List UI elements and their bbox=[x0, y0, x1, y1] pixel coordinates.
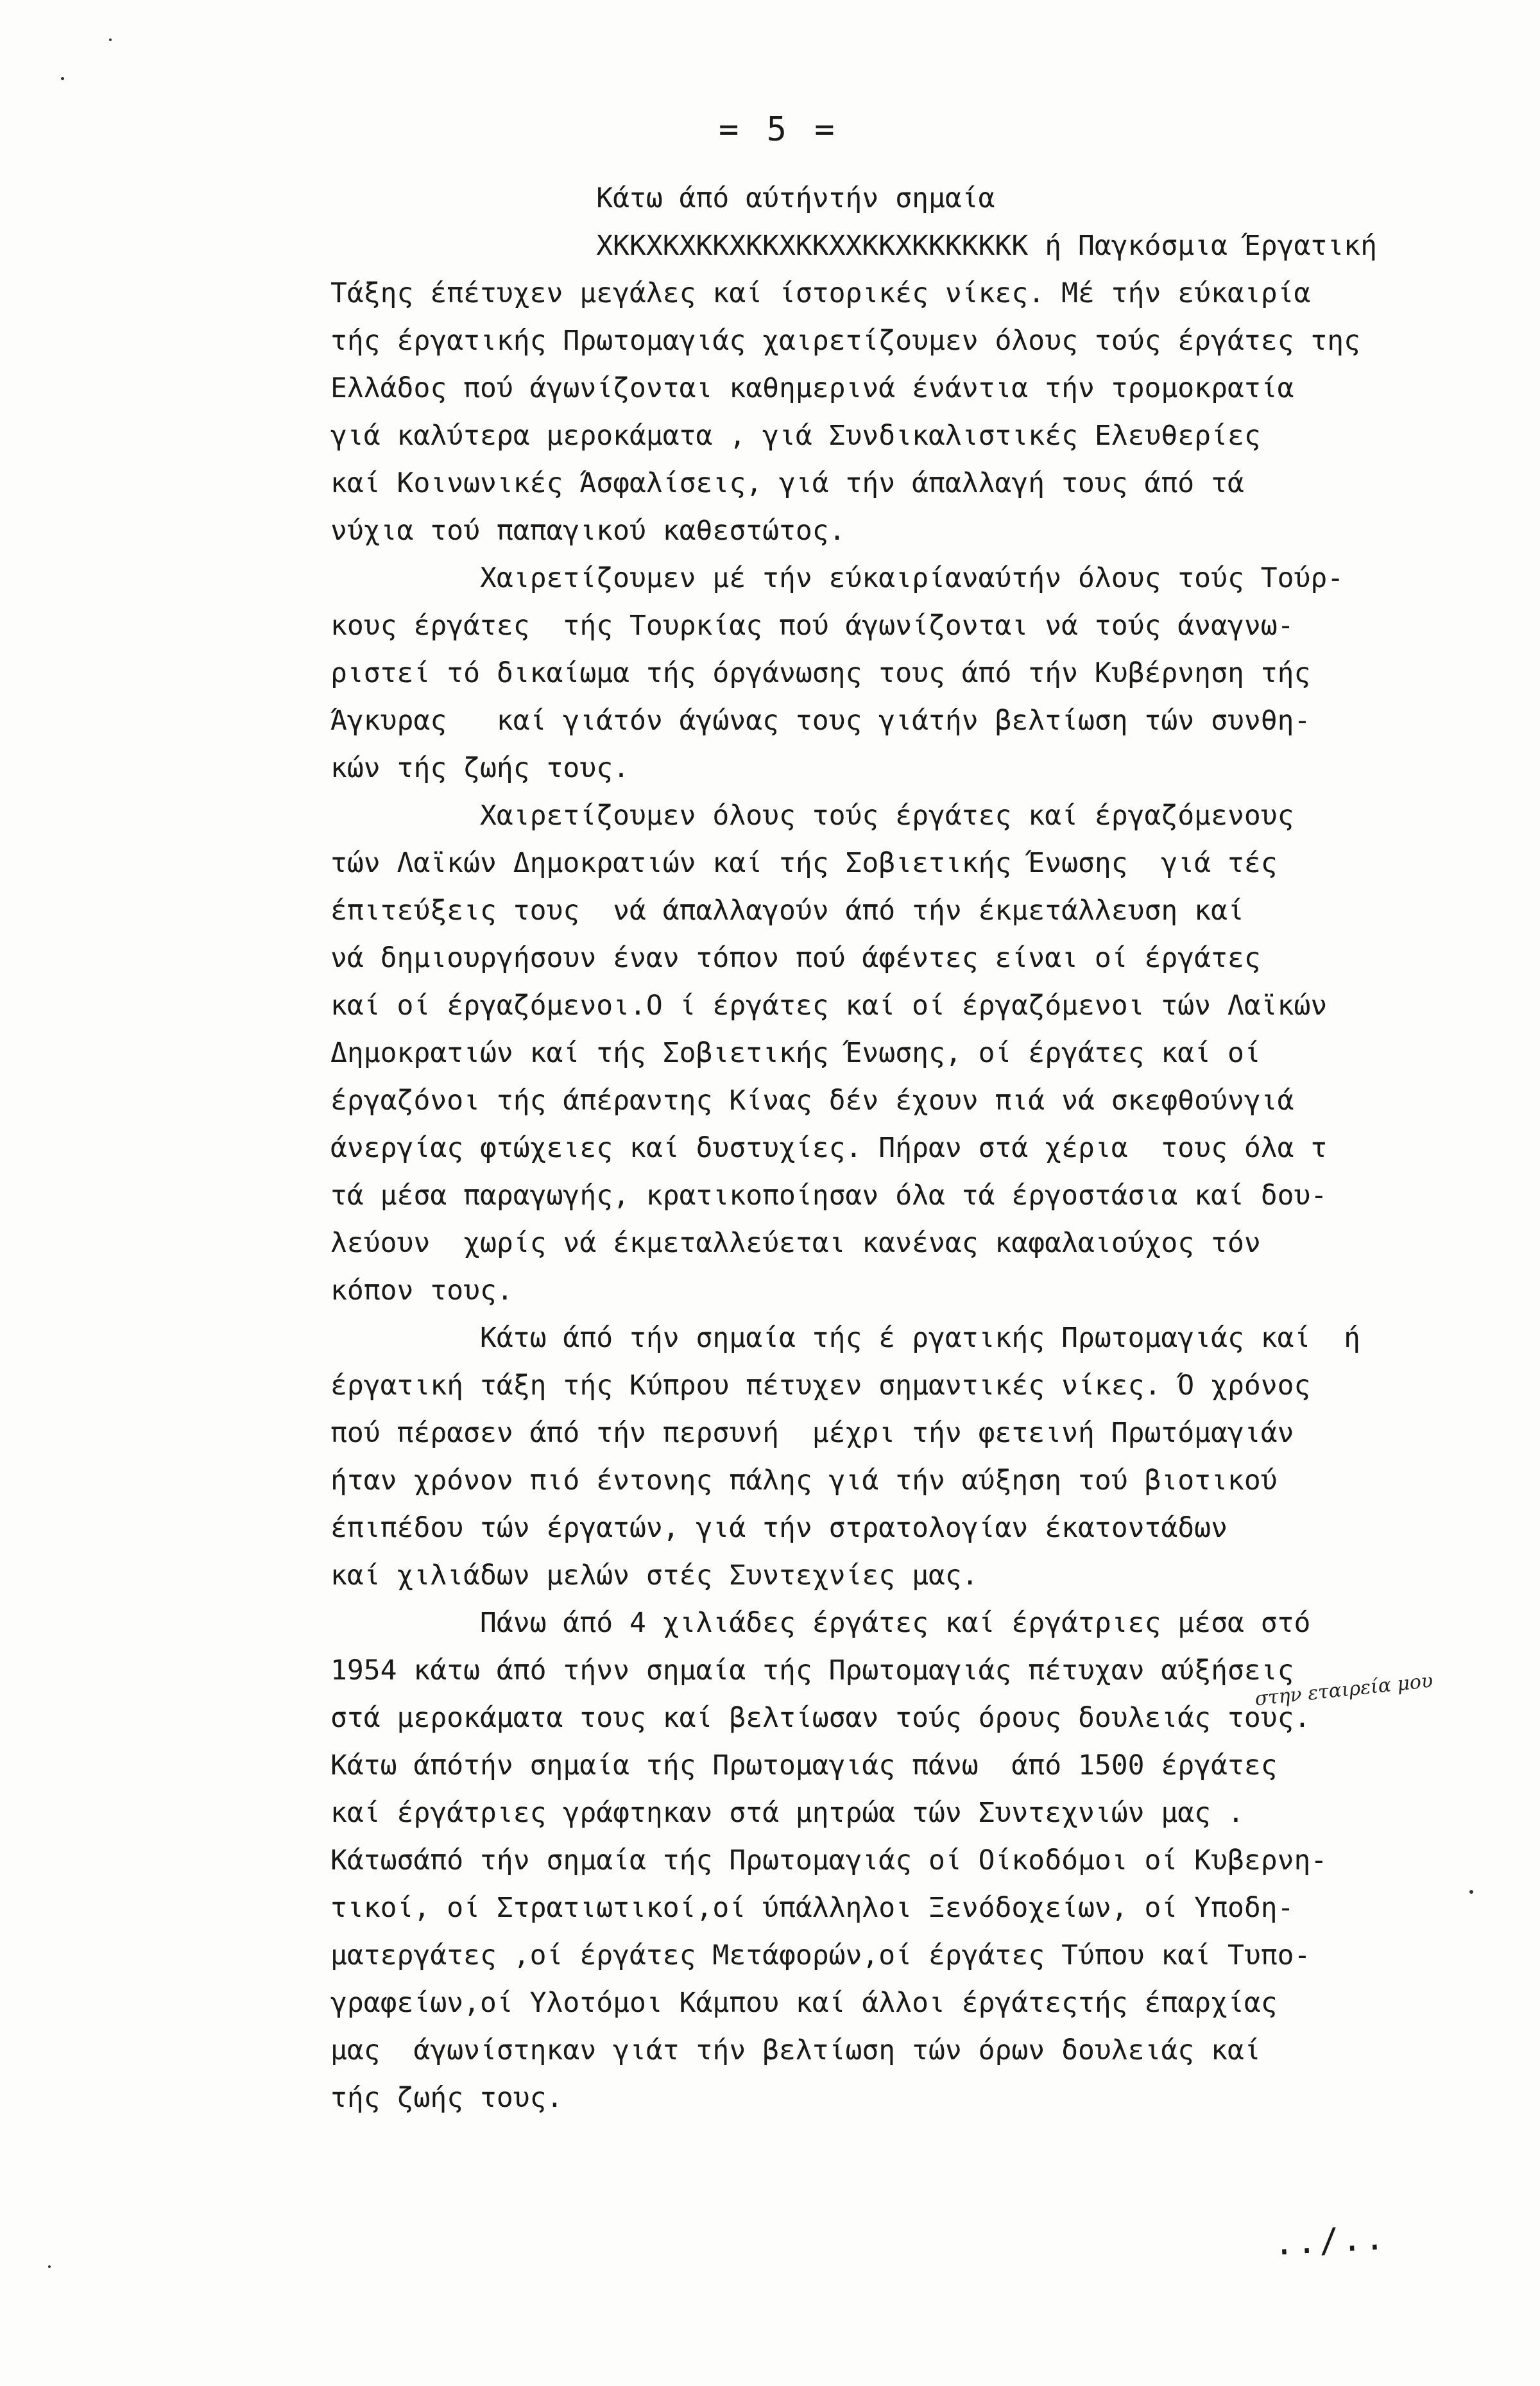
text-line: ήταν χρόνον πιό έντονης πάλης γιά τήν αύξηση τού βιοτικού bbox=[330, 1464, 1278, 1497]
handwritten-annotation: στην εταιρεία μου bbox=[1253, 1669, 1434, 1711]
text-line: τής ζωής τους. bbox=[330, 2082, 563, 2114]
text-line: Χαιρετίζουμεν μέ τήν εύκαιρίαναύτήν όλους τούς Τούρ- bbox=[330, 562, 1344, 594]
text-line: Κάτωσάπό τήν σημαία τής Πρωτομαγιάς οί Οίκοδόμοι οί Κυβερνη- bbox=[330, 1844, 1328, 1876]
typed-body-text bbox=[330, 175, 1518, 2122]
continuation-mark: ../.. bbox=[1272, 2219, 1388, 2263]
text-line: ΧΚΚΧΚΧΚΚΧΚΚΧΚΚΧΧΚΚΧΚΚΚΚΚΚΚ ή Παγκόσμια Έργατική bbox=[330, 230, 1377, 262]
text-line: έργατική τάξη τής Κύπρου πέτυχεν σημαντικές νίκες. Ό χρόνος bbox=[330, 1369, 1311, 1402]
text-line: τών Λαϊκών Δημοκρατιών καί τής Σοβιετικής Ένωσης γιά τές bbox=[330, 847, 1278, 879]
text-line: άνεργίας φτώχειες καί δυστυχίες. Πήραν στά χέρια τους όλα τ bbox=[330, 1132, 1328, 1164]
text-line: νύχια τού παπαγικού καθεστώτος. bbox=[330, 515, 846, 547]
text-line: Κάτω άπό τήν σημαία τής έ ργατικής Πρωτομαγιάς καί ή bbox=[330, 1322, 1361, 1354]
text-line: Κάτω άπό αύτήντήν σημαία bbox=[330, 182, 995, 214]
page-number: = 5 = bbox=[719, 110, 839, 149]
text-line: τικοί, οί Στρατιωτικοί,οί ύπάλληλοι Ξενόδοχείων, οί Υποδη- bbox=[330, 1892, 1294, 1924]
paper-speck bbox=[48, 2265, 51, 2268]
text-line: ριστεί τό δικαίωμα τής όργάνωσης τους άπό τήν Κυβέρνηση τής bbox=[330, 657, 1311, 689]
text-line: καί Κοινωνικές Άσφαλίσεις, γιά τήν άπαλλαγή τους άπό τά bbox=[330, 467, 1244, 499]
text-line: Άγκυρας καί γιάτόν άγώνας τους γιάτήν βελτίωση τών συνθη- bbox=[330, 705, 1311, 737]
text-line: τά μέσα παραγωγής, κρατικοποίησαν όλα τά έργοστάσια καί δου- bbox=[330, 1180, 1328, 1212]
paper-speck bbox=[109, 39, 112, 41]
text-line: καί οί έργαζόμενοι.Ο ί έργάτες καί οί έργαζόμενοι τών Λαϊκών bbox=[330, 990, 1328, 1022]
text-line: στά μεροκάματα τους καί βελτίωσαν τούς όρους δουλειάς τους. bbox=[330, 1702, 1311, 1734]
text-line: κόπον τους. bbox=[330, 1275, 513, 1307]
text-line: Χαιρετίζουμεν όλους τούς έργάτες καί έργαζόμενους bbox=[330, 800, 1294, 832]
text-line: γιά καλύτερα μεροκάματα , γιά Συνδικαλιστικές Ελευθερίες bbox=[330, 420, 1261, 452]
text-line: Πάνω άπό 4 χιλιάδες έργάτες καί έργάτριες μέσα στό bbox=[330, 1607, 1311, 1639]
text-line: Δημοκρατιών καί τής Σοβιετικής Ένωσης, οί έργάτες καί οί bbox=[330, 1037, 1261, 1069]
text-line: μας άγωνίστηκαν γιάτ τήν βελτίωση τών όρων δουλειάς καί bbox=[330, 2034, 1261, 2066]
paper-speck bbox=[61, 77, 64, 80]
text-line: ματεργάτες ,οί έργάτες Μετάφορών,οί έργάτες Τύπου καί Τυπο- bbox=[330, 1939, 1311, 1971]
text-line: κών τής ζωής τους. bbox=[330, 752, 629, 784]
text-line: καί χιλιάδων μελών στές Συντεχνίες μας. bbox=[330, 1559, 979, 1592]
text-line: Κάτω άπότήν σημαία τής Πρωτομαγιάς πάνω άπό 1500 έργάτες bbox=[330, 1749, 1278, 1781]
text-line: λεύουν χωρίς νά έκμεταλλεύεται κανένας καφαλαιούχος τόν bbox=[330, 1227, 1261, 1259]
text-line: Ελλάδος πού άγωνίζονται καθημερινά ένάντια τήν τρομοκρατία bbox=[330, 372, 1294, 404]
text-line: πού πέρασεν άπό τήν περσυνή μέχρι τήν φετεινή Πρωτόμαγιάν bbox=[330, 1417, 1294, 1449]
text-line: τής έργατικής Πρωτομαγιάς χαιρετίζουμεν όλους τούς έργάτες της bbox=[330, 325, 1361, 357]
text-line: 1954 κάτω άπό τήνν σημαία τής Πρωτομαγιάς πέτυχαν αύξήσεις bbox=[330, 1654, 1294, 1687]
text-line: καί έργάτριες γράφτηκαν στά μητρώα τών Συντεχνιών μας . bbox=[330, 1797, 1244, 1829]
text-line: έπιπέδου τών έργατών, γιά τήν στρατολογίαν έκατοντάδων bbox=[330, 1512, 1228, 1544]
text-line: κους έργάτες τής Τουρκίας πού άγωνίζονται νά τούς άναγνω- bbox=[330, 610, 1294, 642]
text-line: γραφείων,οί Υλοτόμοι Κάμπου καί άλλοι έργάτεςτής έπαρχίας bbox=[330, 1987, 1278, 2019]
text-line: Τάξης έπέτυχεν μεγάλες καί ίστορικές νίκες. Μέ τήν εύκαιρία bbox=[330, 277, 1311, 309]
text-line: έπιτεύξεις τους νά άπαλλαγούν άπό τήν έκμετάλλευση καί bbox=[330, 895, 1244, 927]
text-line: νά δημιουργήσουν έναν τόπον πού άφέντες είναι οί έργάτες bbox=[330, 942, 1261, 974]
text-line: έργαζόνοι τής άπέραντης Κίνας δέν έχουν πιά νά σκεφθούνγιά bbox=[330, 1085, 1294, 1117]
